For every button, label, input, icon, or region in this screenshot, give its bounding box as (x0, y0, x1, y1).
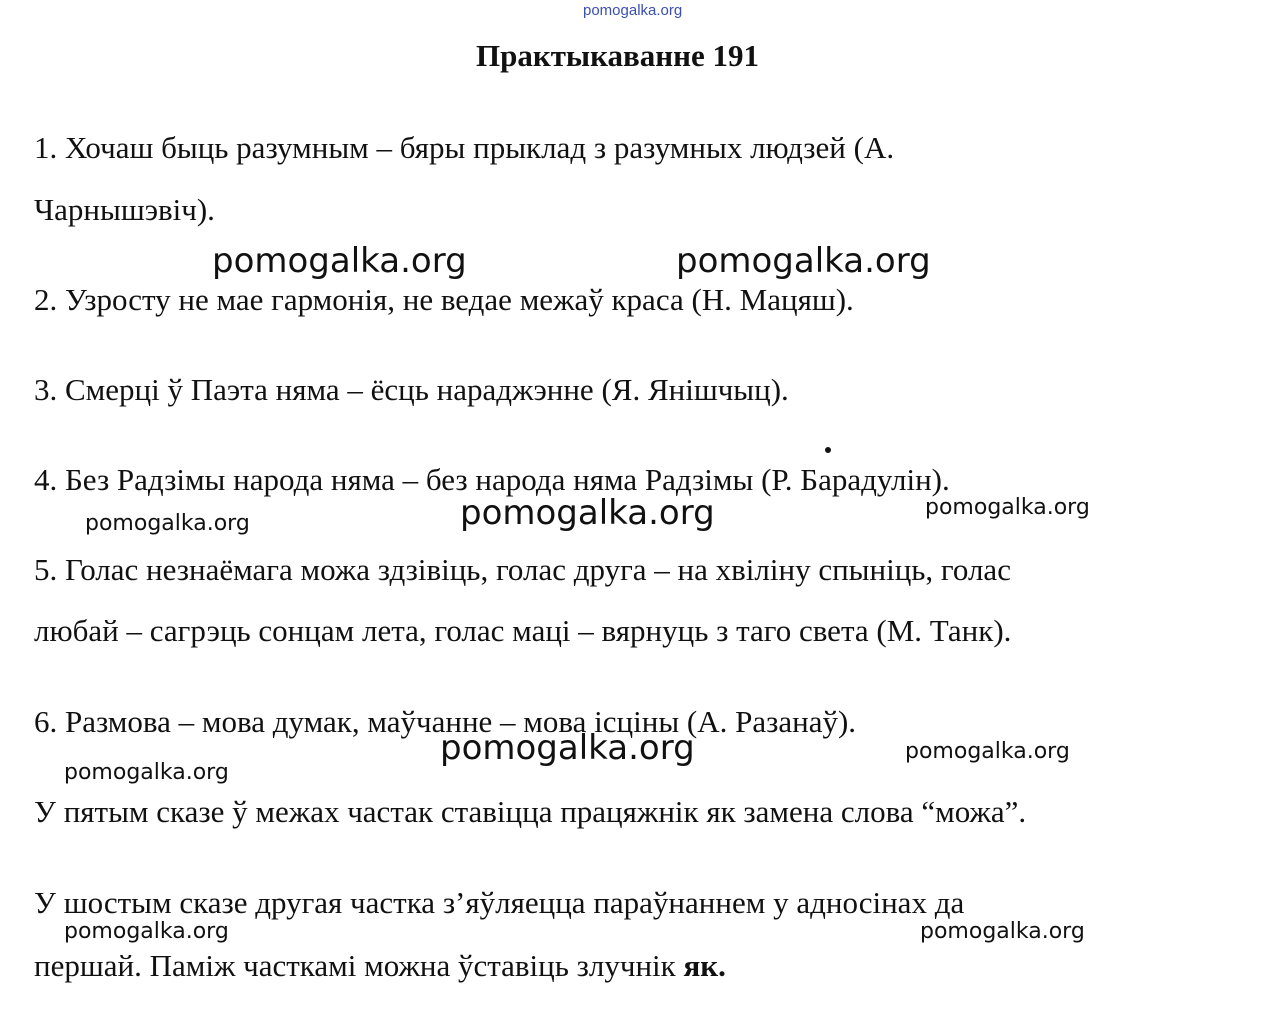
page-title: Практыкаванне 191 (475, 38, 759, 73)
watermark: pomogalka.org (440, 728, 695, 768)
sentence-5-line-2: любай – сагрэць сонцам лета, голас маці – вярнуць з таго света (М. Танк). (34, 613, 1012, 648)
watermark-top: pomogalka.org (583, 2, 683, 19)
sentence-3: 3. Смерці ў Паэта няма – ёсць нараджэнне (Я. Янішчыц). (34, 372, 789, 407)
sentence-2: 2. Узросту не мае гармонія, не ведае межаў краса (Н. Мацяш). (34, 282, 854, 317)
note-2-line-1: У шостым сказе другая частка з’яўляецца параўнаннем у адносінах да (34, 885, 965, 920)
sentence-1-line-2: Чарнышэвіч). (34, 192, 215, 227)
watermark: pomogalka.org (925, 495, 1090, 520)
sentence-1-line-1: 1. Хочаш быць разумным – бяры прыклад з разумных людзей (А. (34, 130, 895, 165)
conjunction-bold: як. (683, 948, 726, 983)
sentence-5-line-1: 5. Голас незнаёмага можа здзівіць, голас друга – на хвіліну спыніць, голас (34, 552, 1011, 587)
note-2-line-2-text: першай. Паміж часткамі можна ўставіць злучнік (34, 948, 684, 983)
sentence-4: 4. Без Радзімы народа няма – без народа няма Радзімы (Р. Барадулін). (34, 462, 950, 497)
note-2-line-2 (34, 948, 726, 984)
watermark: pomogalka.org (64, 919, 229, 944)
stray-dot (825, 447, 831, 453)
watermark: pomogalka.org (212, 241, 467, 281)
note-1: У пятым сказе ў межах частак ставіцца працяжнік як замена слова “можа”. (34, 794, 1027, 829)
watermark: pomogalka.org (85, 511, 250, 536)
sentence-6: 6. Размова – мова думак, маўчанне – мова ісціны (А. Разанаў). (34, 704, 857, 739)
watermark: pomogalka.org (64, 760, 229, 785)
watermark: pomogalka.org (676, 241, 931, 281)
watermark: pomogalka.org (905, 739, 1070, 764)
watermark: pomogalka.org (920, 919, 1085, 944)
watermark: pomogalka.org (460, 493, 715, 533)
